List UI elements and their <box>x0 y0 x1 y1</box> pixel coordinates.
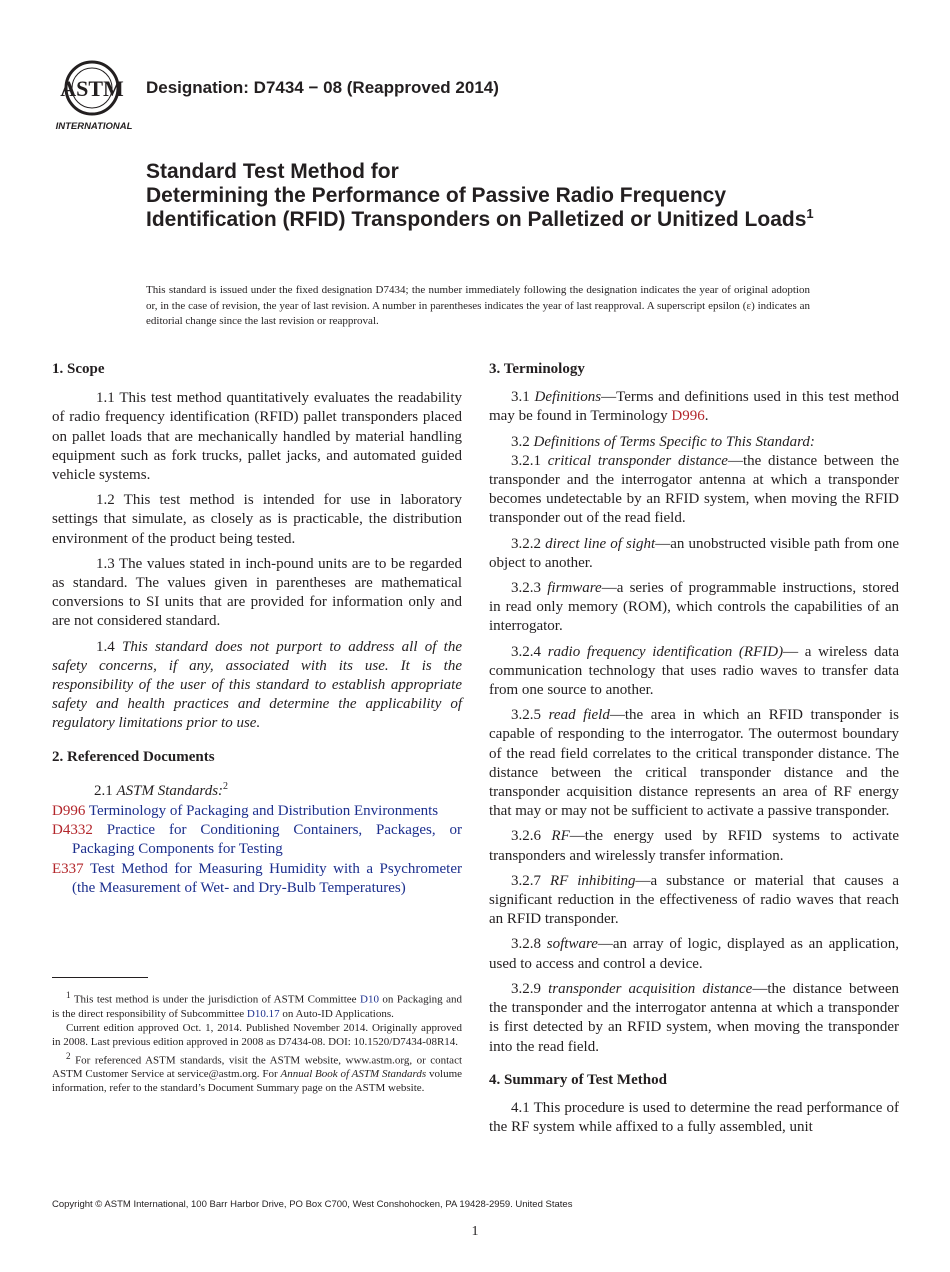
page-number: 1 <box>471 1224 479 1239</box>
term-name: critical transponder distance <box>547 452 728 469</box>
committee-link[interactable]: D10 <box>360 993 379 1006</box>
term-3-2-4 <box>489 643 899 701</box>
title-main <box>146 184 826 232</box>
paragraph-3-2 <box>489 433 899 452</box>
paragraph-2-1-label: ASTM Standards: <box>116 782 224 799</box>
term-number: 3.2.2 <box>511 535 541 552</box>
term-3-2-8 <box>489 935 899 973</box>
footnote-2-italic: Annual Book of ASTM Standards <box>280 1068 427 1081</box>
document-title <box>146 160 826 232</box>
term-name: radio frequency identification (RFID) <box>547 643 784 660</box>
paragraph-1-2: 1.2 This test method is intended for use in laboratory settings that simulate, as closely as is practicable, the distribution environment of the product being tested. <box>52 492 462 547</box>
term-definition: —a substance or material that causes a significant reduction in the effectiveness of radio waves that reach an RFID transponder. <box>489 872 900 928</box>
term-number: 3.2.7 <box>511 872 541 889</box>
preface-note: This standard is issued under the fixed designation D7434; the number immediately following the designation indicates the year of original adoption or, in the case of revision, the year of last revision. A number in parentheses indicates the year of last reapproval. A superscript epsilon (ε) indicates an editorial change since the last revision or reapproval. <box>146 284 810 328</box>
section-heading-scope: 1. Scope <box>52 361 105 377</box>
term-number: 3.2.4 <box>511 643 541 660</box>
footnote-2-text-b: volume information, refer to the standard’s Document Summary page on the ASTM website. <box>52 1068 463 1095</box>
reference-e337[interactable] <box>32 860 462 898</box>
term-3-2-5 <box>489 706 899 821</box>
paragraph-3-1-term: Definitions <box>534 389 602 406</box>
paragraph-1-3: 1.3 The values stated in inch-pound units are to be regarded as standard. The values given in parentheses are mathematical conversions to SI units that are provided for information only and are not considered standard. <box>52 555 462 630</box>
term-number: 3.2.1 <box>511 452 541 469</box>
term-name: read field <box>548 707 610 724</box>
paragraph-2-1-number: 2.1 <box>94 782 113 799</box>
copyright-notice: Copyright © ASTM International, 100 Barr Harbor Drive, PO Box C700, West Conshohocken, PA 19428-2959. United States <box>52 1199 573 1210</box>
reference-title[interactable]: Test Method for Measuring Humidity with a Psychrometer (the Measurement of Wet- and Dry-Bulb Temperatures) <box>72 860 463 896</box>
term-number: 3.2.6 <box>511 828 541 845</box>
section-heading-refdocs: 2. Referenced Documents <box>52 748 215 765</box>
term-name: RF <box>551 828 570 845</box>
paragraph-1-4 <box>52 638 462 734</box>
term-definition: — a wireless data communication technology that uses radio waves to transfer data from one source to another. <box>489 643 900 699</box>
reference-title[interactable]: Terminology of Packaging and Distribution Environments <box>88 803 439 820</box>
term-number: 3.2.3 <box>511 580 541 597</box>
footnotes <box>52 988 462 1095</box>
reference-title[interactable]: Practice for Conditioning Containers, Packages, or Packaging Components for Testing <box>72 822 463 858</box>
designation: Designation: D7434 − 08 (Reapproved 2014) <box>146 78 499 97</box>
title-line1: Standard Test Method for <box>146 160 399 183</box>
paragraph-2-1-footnote-mark: 2 <box>223 780 229 792</box>
footnote-1-text-b: on Packaging and is the direct responsibility of Subcommittee <box>52 993 463 1020</box>
paragraph-3-1-text: —Terms and definitions used in this test method may be found in Terminology <box>489 389 900 425</box>
term-name: software <box>546 936 598 953</box>
term-definition: —an unobstructed visible path from one object to another. <box>489 535 900 571</box>
term-name: RF inhibiting <box>549 872 636 889</box>
logo-text: ASTM <box>60 76 124 101</box>
title-line2: Determining the Performance of Passive Radio Frequency Identification (RFID) Transponders on Palletized or Unitized Loads <box>146 184 807 231</box>
term-3-2-6 <box>489 827 899 865</box>
paragraph-4-1: 4.1 This procedure is used to determine the read performance of the RF system while affixed to a fully assembled, unit <box>489 1099 899 1136</box>
paragraph-3-1-number: 3.1 <box>511 389 530 406</box>
terminology-link-d996[interactable]: D996 <box>671 408 705 425</box>
term-3-2-9 <box>489 980 899 1057</box>
paragraph-1-4-text: This standard does not purport to address all of the safety concerns, if any, associated with its use. It is the responsibility of the user of this standard to establish appropriate safety and health practices and determine the applicability of regulatory limitations prior to use. <box>52 638 462 732</box>
footnote-2 <box>52 1049 462 1096</box>
footnote-edition: Current edition approved Oct. 1, 2014. Published November 2014. Originally approved in 2008. Last previous edition approved in 2008 as D7434-08. DOI: 10.1520/D7434-08R14. <box>52 1021 462 1048</box>
term-3-2-2 <box>489 535 899 573</box>
term-definition: —the distance between the transponder and the interrogator antenna at which a transponder is first detected by an RFID system, when moving the transponder into the read field. <box>489 980 899 1055</box>
title-footnote-mark: 1 <box>806 206 814 221</box>
reference-code[interactable]: E337 <box>52 860 84 877</box>
reference-d4332[interactable] <box>32 821 462 859</box>
term-3-2-3 <box>489 579 899 637</box>
term-number: 3.2.9 <box>511 980 541 997</box>
reference-d996[interactable] <box>32 802 462 821</box>
term-definition: —the distance between the transponder and the interrogator antenna at which a transponder becomes undetectable by an RFID system, when moving the RFID transponder out of the read field. <box>489 452 899 527</box>
logo-subtext: INTERNATIONAL <box>55 121 133 132</box>
astm-logo <box>52 58 136 132</box>
term-3-2-1 <box>489 452 899 529</box>
section-heading-summary: 4. Summary of Test Method <box>489 1071 667 1088</box>
reference-code[interactable]: D996 <box>52 803 86 820</box>
footnote-1 <box>52 988 462 1021</box>
footnote-1-text-a: This test method is under the jurisdiction of ASTM Committee <box>73 993 357 1006</box>
section-heading-terminology: 3. Terminology <box>489 361 585 377</box>
paragraph-3-1 <box>489 388 899 426</box>
astm-logo-icon <box>52 58 136 132</box>
footnote-rule <box>52 977 148 978</box>
term-number: 3.2.8 <box>511 936 541 953</box>
term-name: firmware <box>547 580 602 597</box>
subcommittee-link[interactable]: D10.17 <box>246 1007 280 1020</box>
term-name: transponder acquisition distance <box>548 980 753 997</box>
term-name: direct line of sight <box>545 535 656 552</box>
term-definition: —a series of programmable instructions, stored in read only memory (ROM), which controls the capabilities of an interrogator. <box>489 580 899 635</box>
footnote-2-text-a: For referenced ASTM standards, visit the ASTM website, www.astm.org, or contact ASTM Customer Service at service@astm.org. For <box>52 1054 463 1081</box>
term-3-2-7 <box>489 872 899 930</box>
left-column <box>52 360 462 898</box>
term-definition: —the energy used by RFID systems to activate transponders and wirelessly transfer information. <box>489 828 900 864</box>
paragraph-1-1: 1.1 This test method quantitatively evaluates the readability of radio frequency identification (RFID) pallet transponders placed on pallet loads that are mechanically handled by material handling equipment such as fork trucks, pallet jacks, and automated guided vehicle systems. <box>52 390 462 484</box>
footnote-1-mark: 1 <box>66 990 71 1000</box>
footnote-2-mark: 2 <box>66 1050 71 1061</box>
paragraph-3-1-end: . <box>704 408 709 425</box>
reference-code[interactable]: D4332 <box>52 822 93 839</box>
right-column <box>489 360 899 1137</box>
paragraph-2-1 <box>52 777 462 801</box>
paragraph-1-4-number: 1.4 <box>96 638 115 655</box>
term-definition: —an array of logic, displayed as an application, used to access and control a device. <box>489 936 899 972</box>
paragraph-3-2-number: 3.2 <box>511 433 530 450</box>
paragraph-3-2-label: Definitions of Terms Specific to This Standard: <box>533 433 815 450</box>
footnote-1-text-c: on Auto-ID Applications. <box>282 1007 394 1020</box>
term-number: 3.2.5 <box>511 707 541 724</box>
term-definition: —the area in which an RFID transponder is capable of responding to the interrogator. The outermost boundary of the read field correlates to the critical transponder distance. The distance between the critical transponder distance and the transponder acquisition distance represents an area of RF energy that may or may not be sufficient to activate a passive transponder. <box>489 707 899 820</box>
